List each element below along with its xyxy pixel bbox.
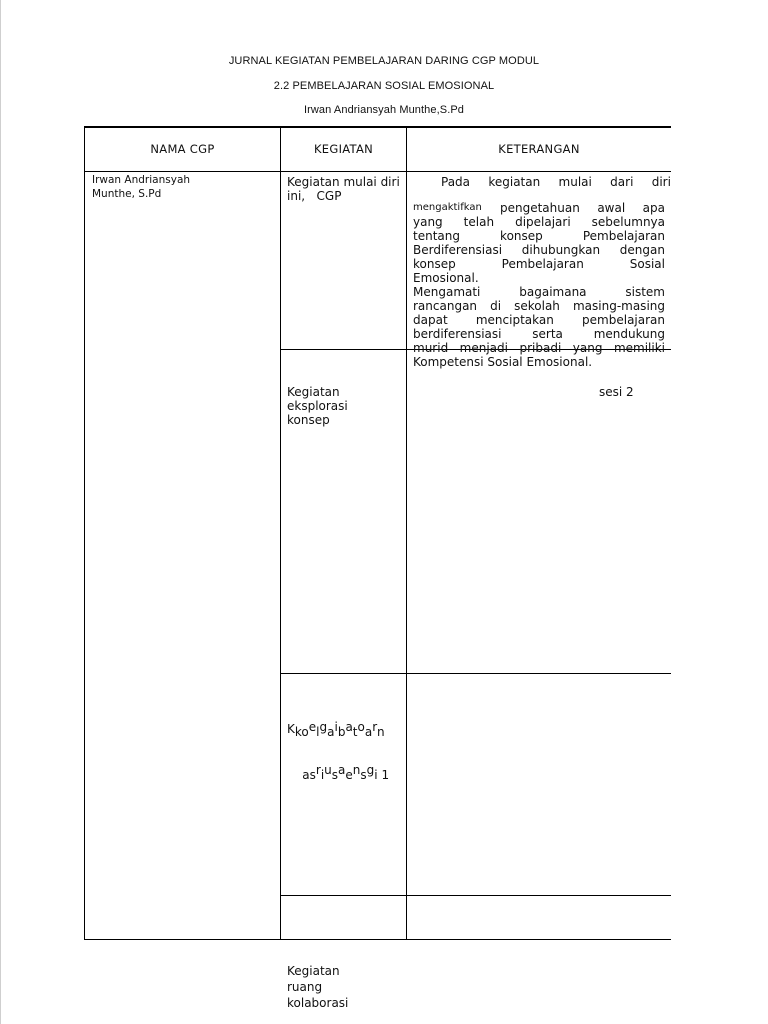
garbled-char: i (320, 768, 325, 782)
document-title: JURNAL KEGIATAN PEMBELAJARAN DARING CGP MODUL (228, 55, 540, 67)
garbled-char: g (366, 763, 375, 777)
garbled-char: l (316, 725, 320, 739)
keterangan-line: konsep Pembelajaran Sosial (413, 257, 665, 271)
header-bottom-border (84, 171, 671, 172)
kegiatan-garbled-line-2 (287, 752, 389, 794)
kegiatan-line: eksplorasi (287, 399, 348, 413)
column-header-nama-cgp: NAMA CGP (150, 142, 215, 156)
document-subtitle: 2.2 PEMBELAJARAN SOSIAL EMOSIONAL (273, 80, 495, 92)
garbled-char: a (338, 763, 346, 777)
keterangan-line: yang telah dipelajari sebelumnya (413, 215, 665, 229)
kegiatan-eksplorasi-konsep (287, 385, 348, 427)
garbled-char: ko (294, 725, 309, 739)
table-top-border (84, 126, 671, 128)
garbled-char: i (374, 768, 378, 782)
keterangan-word: diri (651, 175, 671, 189)
keterangan-line: pengetahuan awal apa (500, 201, 665, 215)
keterangan-line: Emosional. (413, 271, 479, 285)
keterangan-line: Kompetensi Sosial Emosional. (413, 355, 593, 369)
garbled-char: n (376, 725, 385, 739)
keterangan-word: dari (610, 175, 634, 189)
kegiatan-ruang-kolaborasi (287, 963, 348, 1011)
nama-cgp-line: Irwan Andriansyah (92, 174, 191, 186)
garbled-char: e (345, 768, 353, 782)
garbled-char: a (364, 725, 373, 739)
keterangan-sesi-2: sesi 2 (599, 385, 634, 399)
nama-cgp-cell (92, 173, 190, 201)
keterangan-line: dapat menciptakan pembelajaran (413, 313, 665, 327)
keterangan-line: Mengamati bagaimana sistem (413, 285, 665, 299)
garbled-char: s (360, 768, 367, 782)
garbled-char: a (327, 725, 335, 739)
keterangan-line: berdiferensiasi serta mendukung (413, 327, 665, 341)
keterangan-line: murid menjadi pribadi yang memiliki (413, 341, 665, 355)
garbled-char: e (308, 720, 317, 734)
garbled-char: a (345, 720, 353, 734)
kegiatan-line: Kegiatan mulai diri (287, 175, 400, 189)
garbled-char: b (337, 725, 346, 739)
garbled-char: n (352, 763, 361, 777)
garbled-char: 1 (377, 768, 390, 782)
kegiatan-line: konsep (287, 413, 330, 427)
row-divider-3 (280, 895, 671, 896)
garbled-char: s (331, 768, 339, 782)
garbled-char: r (315, 763, 321, 777)
table-left-border (84, 126, 85, 940)
keterangan-line: Berdiferensiasi dihubungkan dengan (413, 243, 665, 257)
page-edge (0, 0, 1, 1024)
column-header-kegiatan: KEGIATAN (313, 142, 374, 156)
garbled-char: K (287, 722, 295, 736)
kegiatan-line: ini, CGP (287, 189, 342, 203)
row-divider-2 (280, 673, 671, 674)
column-header-keterangan: KETERANGAN (498, 142, 580, 156)
document-author: Irwan Andriansyah Munthe,S.Pd (303, 104, 465, 116)
keterangan-small-word: mengaktifkan (413, 202, 482, 213)
below-line: kolaborasi (287, 996, 349, 1010)
garbled-char: i (334, 720, 338, 734)
garbled-char: o (357, 720, 365, 734)
keterangan-line: rancangan di sekolah masing-masing (413, 299, 665, 313)
keterangan-line: tentang konsep Pembelajaran (413, 229, 665, 243)
kegiatan-line: Kegiatan (287, 385, 340, 399)
keterangan-word: Pada (441, 175, 471, 189)
keterangan-first-line (441, 175, 671, 189)
table-bottom-border (84, 939, 671, 940)
below-line: Kegiatan (287, 964, 340, 978)
garbled-char: u (324, 763, 332, 777)
keterangan-word: kegiatan (488, 175, 541, 189)
column-divider-2 (406, 126, 407, 940)
kegiatan-mulai-diri (287, 175, 417, 203)
below-line: ruang (287, 980, 323, 994)
keterangan-body (413, 215, 665, 369)
garbled-char: s (309, 768, 316, 782)
nama-cgp-line: Munthe, S.Pd (92, 188, 162, 200)
kegiatan-garbled-line-1 (287, 720, 385, 739)
garbled-char: t (352, 725, 358, 739)
garbled-char: a (302, 768, 310, 782)
garbled-char: r (372, 720, 377, 734)
column-divider-1 (280, 126, 281, 940)
keterangan-second-line (413, 201, 665, 215)
keterangan-word: mulai (558, 175, 592, 189)
garbled-char: g (319, 720, 328, 734)
